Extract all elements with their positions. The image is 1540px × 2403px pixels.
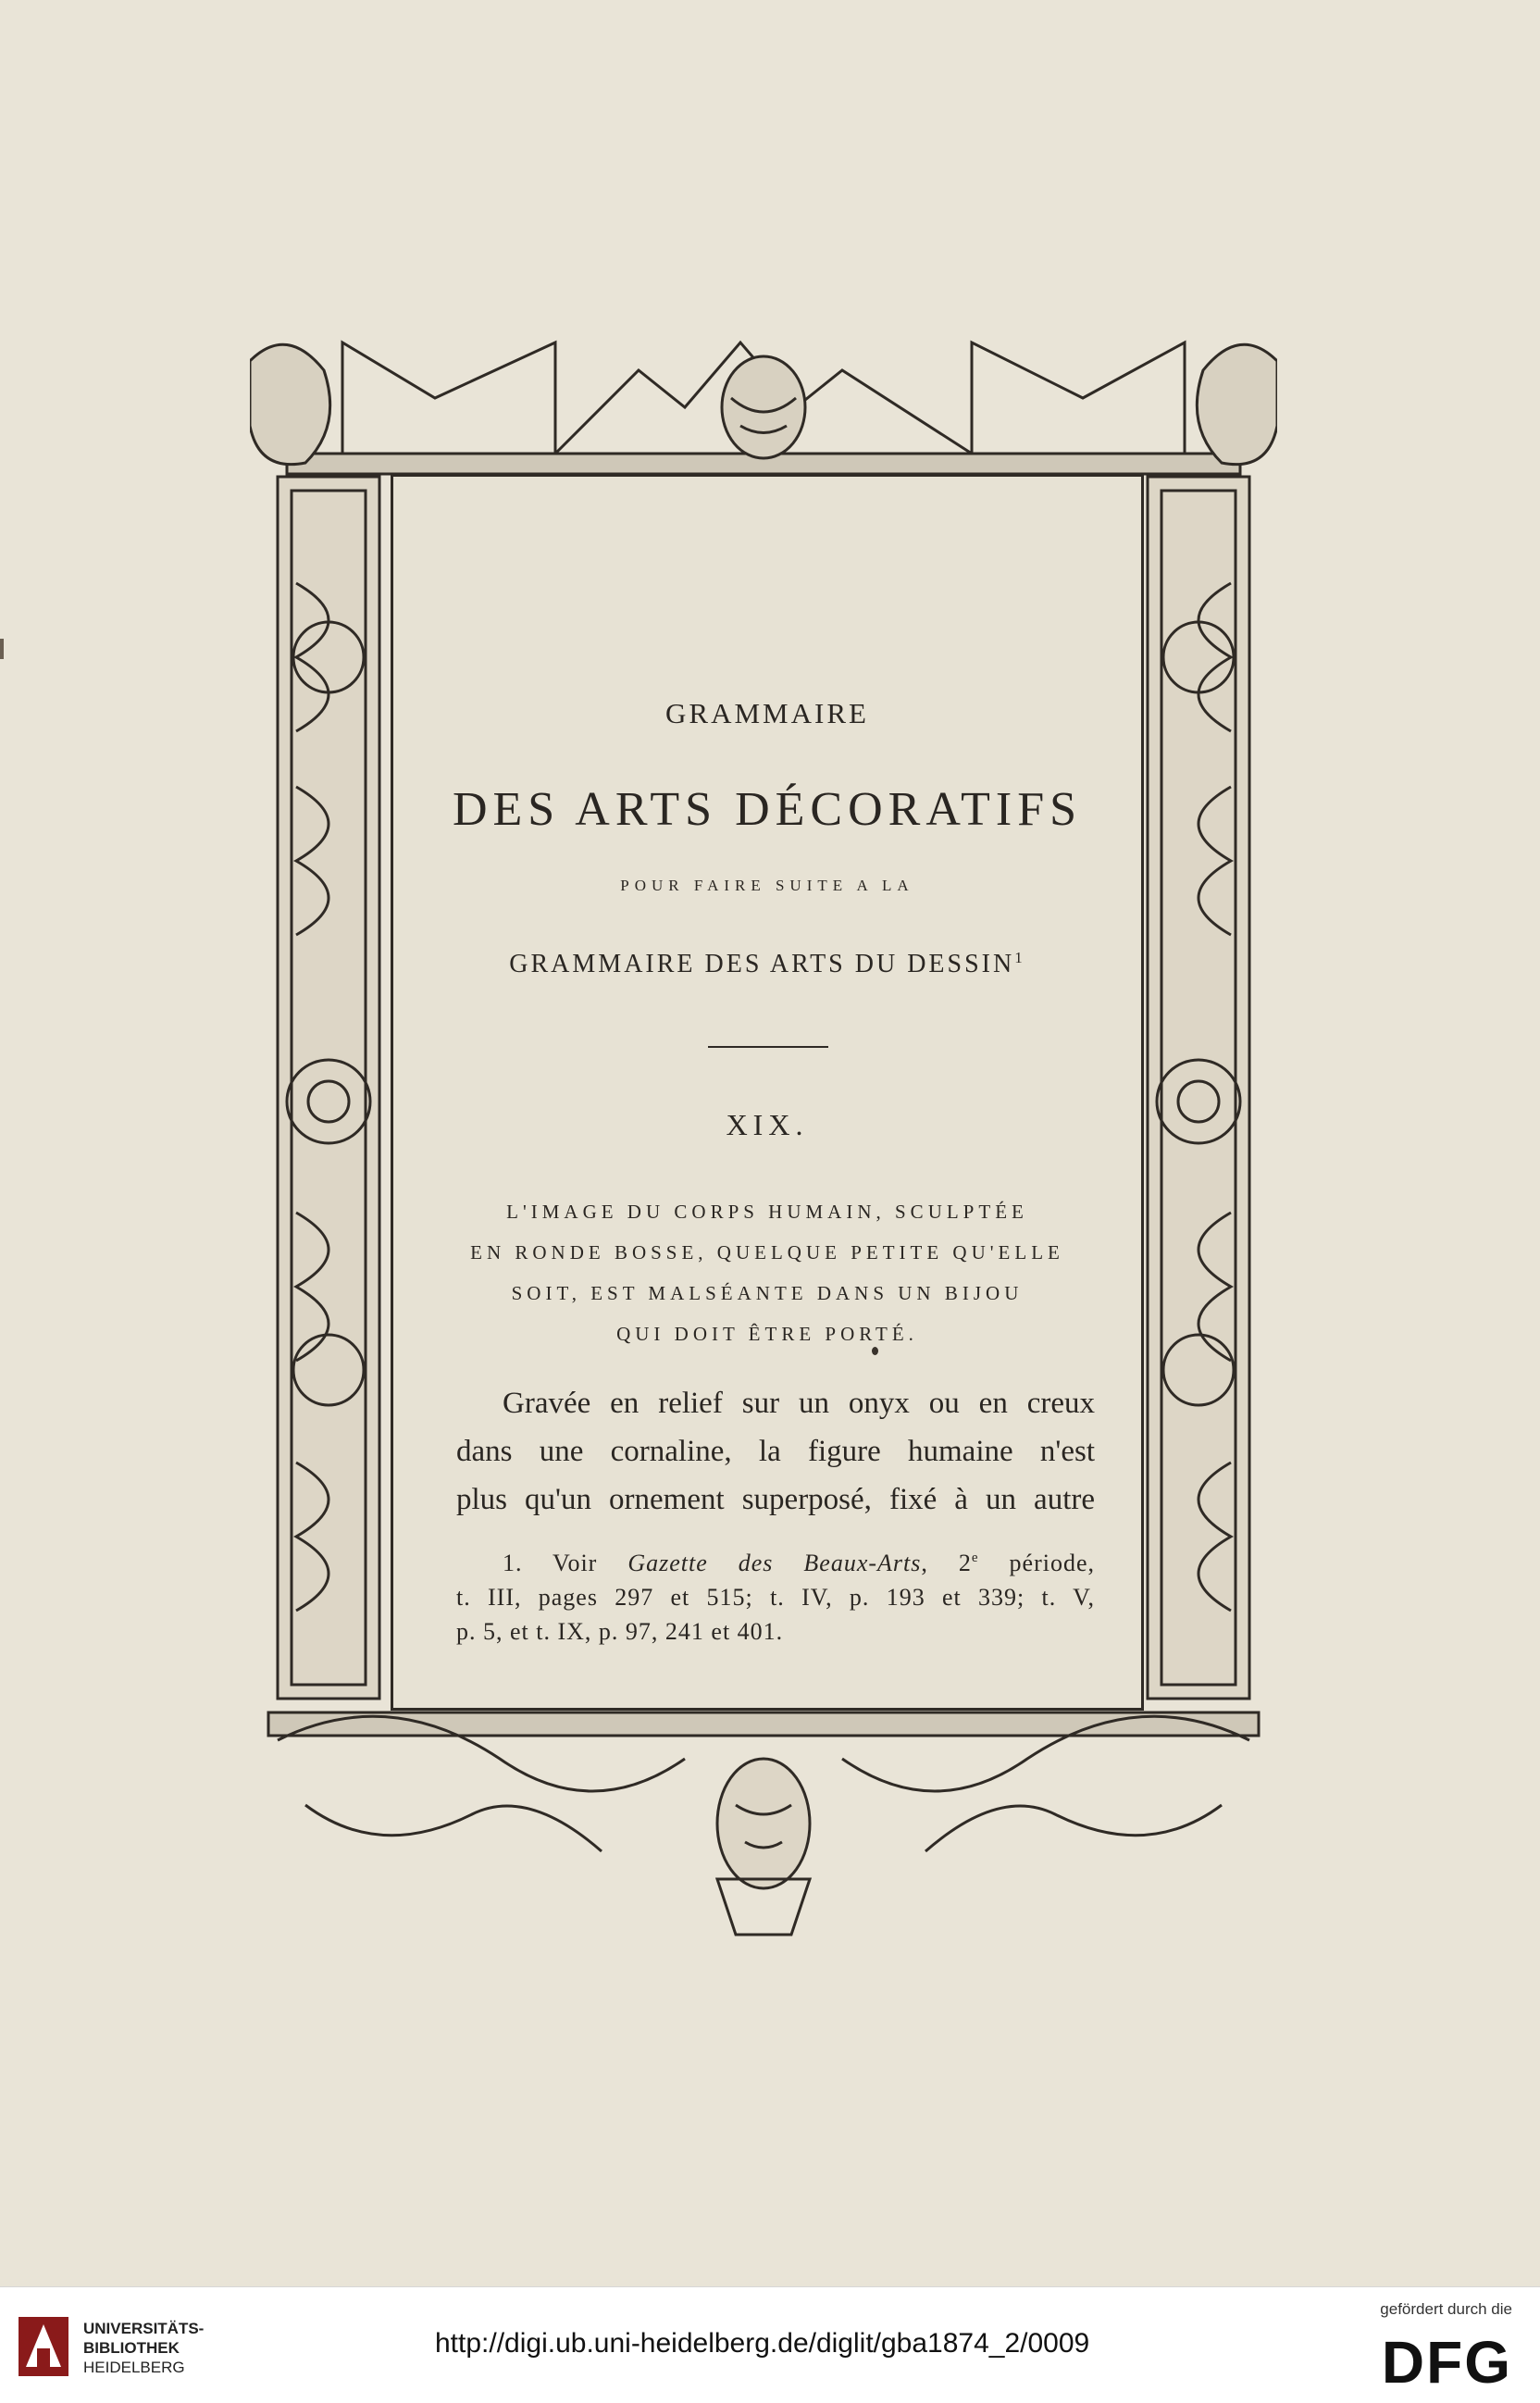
ornament-dot <box>872 1347 878 1355</box>
heading-line: SOIT, EST MALSÉANTE DANS UN BIJOU <box>511 1282 1024 1304</box>
footnote-line: p. 5, et t. IX, p. 97, 241 et 401. <box>456 1618 784 1645</box>
heading-line: L'IMAGE DU CORPS HUMAIN, SCULPTÉE <box>506 1201 1028 1223</box>
chapter-heading <box>393 1191 1141 1354</box>
title-panel <box>391 474 1144 1711</box>
chapter-number: XIX. <box>726 1108 809 1141</box>
funding-note: gefördert durch die <box>1380 2300 1512 2318</box>
pour-line: POUR FAIRE SUITE A LA <box>620 877 914 894</box>
university-logo-icon <box>17 2315 70 2378</box>
margin-mark <box>0 639 4 659</box>
institution-line: HEIDELBERG <box>83 2359 185 2376</box>
footnote-text: , 2 <box>921 1550 972 1576</box>
subtitle-note-ref: 1 <box>1014 949 1025 966</box>
series-label: GRAMMAIRE <box>665 697 869 729</box>
body-line: plus qu'un ornement superposé, fixé à un autre <box>456 1483 1095 1516</box>
dfg-logo[interactable]: DFG <box>1381 2329 1512 2396</box>
footnote <box>456 1541 1095 1649</box>
footer-bar <box>0 2286 1540 2403</box>
footnote-line: t. III, pages 297 et 515; t. IV, p. 193 et 339; t. V, <box>456 1584 1095 1611</box>
institution-line: UNIVERSITÄTS- <box>83 2320 205 2337</box>
footnote-journal: Gazette des Beaux-Arts <box>627 1550 922 1576</box>
body-text <box>456 1379 1095 1524</box>
body-line: Gravée en relief sur un onyx ou en creux <box>503 1387 1095 1420</box>
footnote-text: 1. Voir <box>503 1550 628 1576</box>
institution-name <box>83 2319 204 2377</box>
body-line: dans une cornaline, la figure humaine n'est <box>456 1435 1095 1468</box>
divider <box>708 1046 828 1048</box>
page-title: DES ARTS DÉCORATIFS <box>452 783 1083 836</box>
footnote-line <box>456 1541 1095 1580</box>
permalink-url[interactable]: http://digi.ub.uni-heidelberg.de/diglit/gba1874_2/0009 <box>435 2328 1090 2359</box>
footnote-sup: e <box>971 1550 979 1565</box>
footnote-text: période, <box>978 1550 1096 1576</box>
heading-line: EN RONDE BOSSE, QUELQUE PETITE QU'ELLE <box>470 1241 1064 1264</box>
subtitle-text: GRAMMAIRE DES ARTS DU DESSIN <box>509 950 1015 978</box>
heading-line: QUI DOIT ÊTRE PORTÉ. <box>616 1323 918 1345</box>
institution-line: BIBLIOTHEK <box>83 2339 180 2357</box>
subtitle <box>393 949 1141 979</box>
